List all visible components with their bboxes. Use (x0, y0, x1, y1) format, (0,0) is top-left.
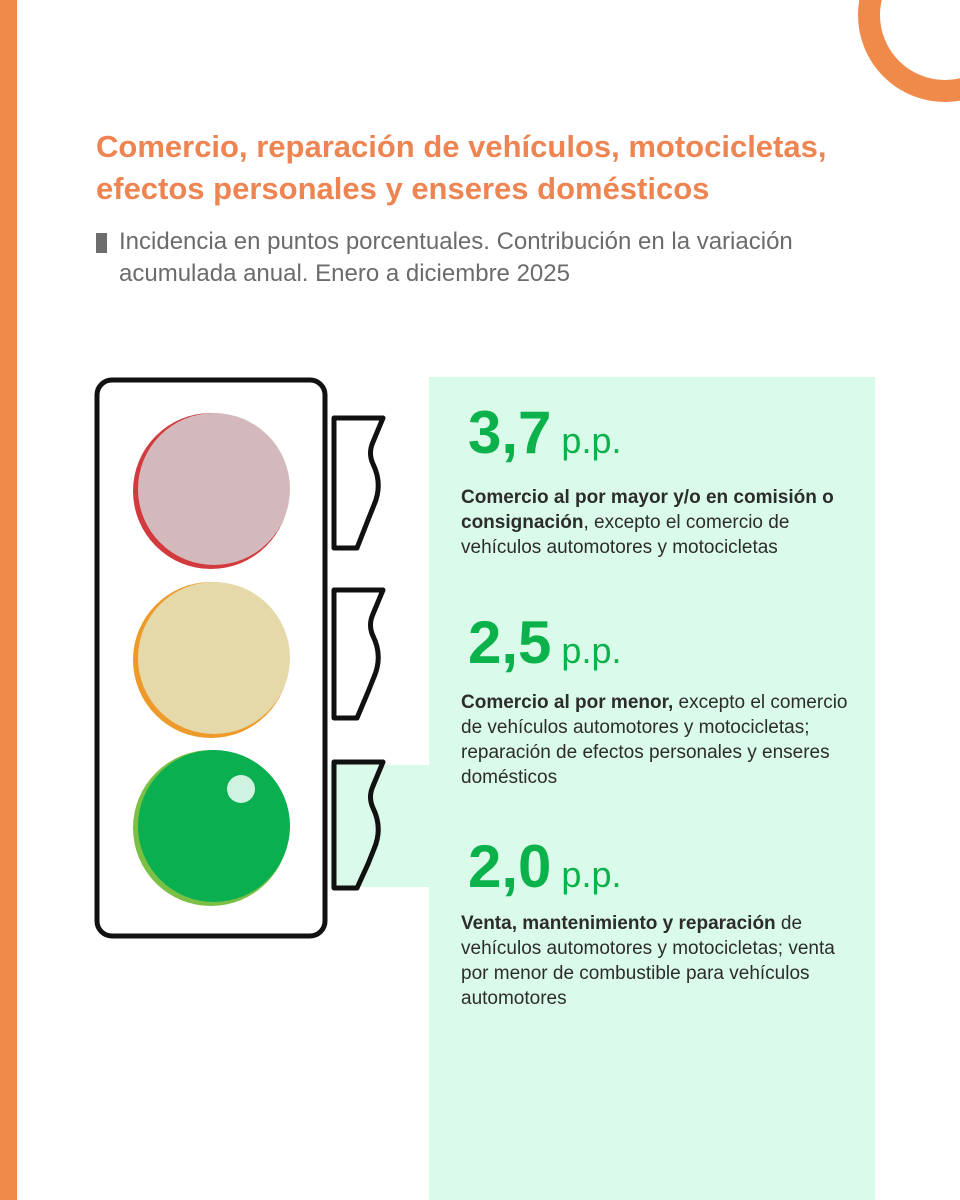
corner-arc-decoration (858, 0, 960, 102)
yellow-light (138, 582, 290, 734)
value-number: 2,0 (468, 833, 552, 900)
page-subtitle: Incidencia en puntos porcentuales. Contribución en la variación acumulada anual. Enero a diciembre 2025 (119, 228, 793, 287)
red-light (138, 413, 290, 565)
value-unit: p.p. (561, 630, 622, 671)
green-light-highlight (227, 775, 255, 803)
page-title: Comercio, reparación de vehículos, motocicletas, efectos personales y enseres domésticos (96, 129, 827, 206)
traffic-light-icon (0, 0, 430, 960)
value-2 (468, 608, 621, 677)
description-rest: excepto el comercio de vehículos automotores y motocicletas; reparación de efectos personales y enseres domésticos (461, 692, 848, 788)
visor-bottom (334, 762, 383, 888)
description-rest: de vehículos automotores y motocicletas; venta por menor de combustible para vehículos automotores (461, 913, 835, 1009)
value-3 (468, 832, 621, 901)
description-2 (461, 690, 861, 790)
description-1 (461, 485, 861, 560)
value-1 (468, 398, 621, 467)
value-number: 3,7 (468, 399, 552, 466)
description-bold: Comercio al por mayor y/o en comisión o consignación (461, 487, 834, 533)
description-bold: Comercio al por menor, (461, 692, 674, 713)
green-light (138, 750, 290, 902)
description-bold: Venta, mantenimiento y reparación (461, 913, 776, 934)
description-3 (461, 911, 861, 1011)
visor-middle (334, 590, 383, 718)
value-unit: p.p. (561, 854, 622, 895)
description-rest: , excepto el comercio de vehículos automotores y motocicletas (461, 512, 790, 558)
value-unit: p.p. (561, 420, 622, 461)
visor-top (334, 418, 383, 548)
value-number: 2,5 (468, 609, 552, 676)
